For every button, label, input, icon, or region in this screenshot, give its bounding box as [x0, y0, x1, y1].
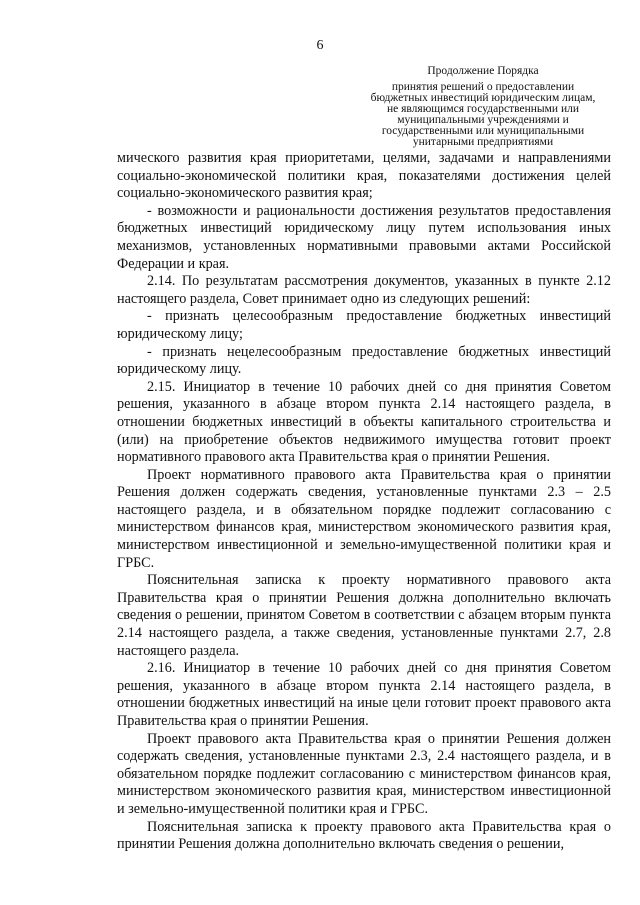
header-title: Продолжение Порядка: [427, 65, 539, 77]
paragraph: 2.14. По результатам рассмотрения документов, указанных в пункте 2.12 настоящего раздела, Совет принимает одно из следующих решений:: [117, 273, 611, 307]
paragraph: 2.15. Инициатор в течение 10 рабочих дней со дня принятия Советом решения, указанного в абзаце втором пункта 2.14 настоящего раздела, в отношении бюджетных инвестиций в объекты капитального строительства и (или) на приобретение объектов недвижимого имущества готовит проект нормативного правового акта Правительства края о принятии Решения.: [117, 378, 611, 466]
paragraph: - признать целесообразным предоставление бюджетных инвестиций юридическому лицу;: [117, 308, 611, 342]
paragraph: Проект нормативного правового акта Правительства края о принятии Решения должен содержать сведения, установленные пунктами 2.3 – 2.5 настоящего раздела, и в обязательном порядке подлежит согласованию с министерством финансов края, министерством экономического развития края, министерством инвестиционной и земельно-имущественной политики края и ГРБС.: [117, 466, 611, 571]
header-line: государственными или муниципальными: [381, 125, 585, 137]
paragraph: - признать нецелесообразным предоставление бюджетных инвестиций юридическому лицу.: [117, 343, 611, 378]
header-line: принятия решений о предоставлении: [391, 81, 575, 93]
document-body: [117, 150, 611, 854]
paragraph: - возможности и рациональности достижения результатов предоставления бюджетных инвестиций юридическому лицу путем использования иных механизмов, установленных нормативными правовыми актами Российской Федерации и края.: [117, 202, 611, 272]
paragraph: мического развития края приоритетами, целями, задачами и направлениями социально-экономической политики края, показателями достижения целей социально-экономического развития края;: [117, 150, 611, 202]
header-line: бюджетных инвестиций юридическим лицам,: [370, 92, 596, 104]
paragraph: Проект правового акта Правительства края о принятии Решения должен содержать сведения, установленные пунктами 2.3, 2.4 настоящего раздела, и в обязательном порядке подлежит согласованию с министерством финансов края, министерством экономического развития края, министерством инвестиционной и земельно-имущественной политики края и ГРБС.: [117, 730, 611, 817]
paragraph: Пояснительная записка к проекту правового акта Правительства края о принятии Решения должна дополнительно включать сведения о решении,: [117, 818, 611, 853]
document-header: [340, 66, 626, 148]
paragraph: Пояснительная записка к проекту нормативного правового акта Правительства края о принятии Решения должна дополнительно включать сведения о решении, принятом Советом в соответствии с абзацем вторым пункта 2.14 настоящего раздела, а также сведения, установленные пунктами 2.7, 2.8 настоящего раздела.: [117, 572, 611, 659]
paragraph: 2.16. Инициатор в течение 10 рабочих дней со дня принятия Советом решения, указанного в абзаце втором пункта 2.14 настоящего раздела, в отношении бюджетных инвестиций на иные цели готовит проект правового акта Правительства края о принятии Решения.: [117, 660, 611, 729]
page-number: 6: [316, 38, 324, 53]
header-line: унитарными предприятиями: [412, 136, 554, 148]
header-line: муниципальными учреждениями и: [397, 114, 569, 126]
header-line: не являющимся государственными или: [386, 103, 579, 115]
